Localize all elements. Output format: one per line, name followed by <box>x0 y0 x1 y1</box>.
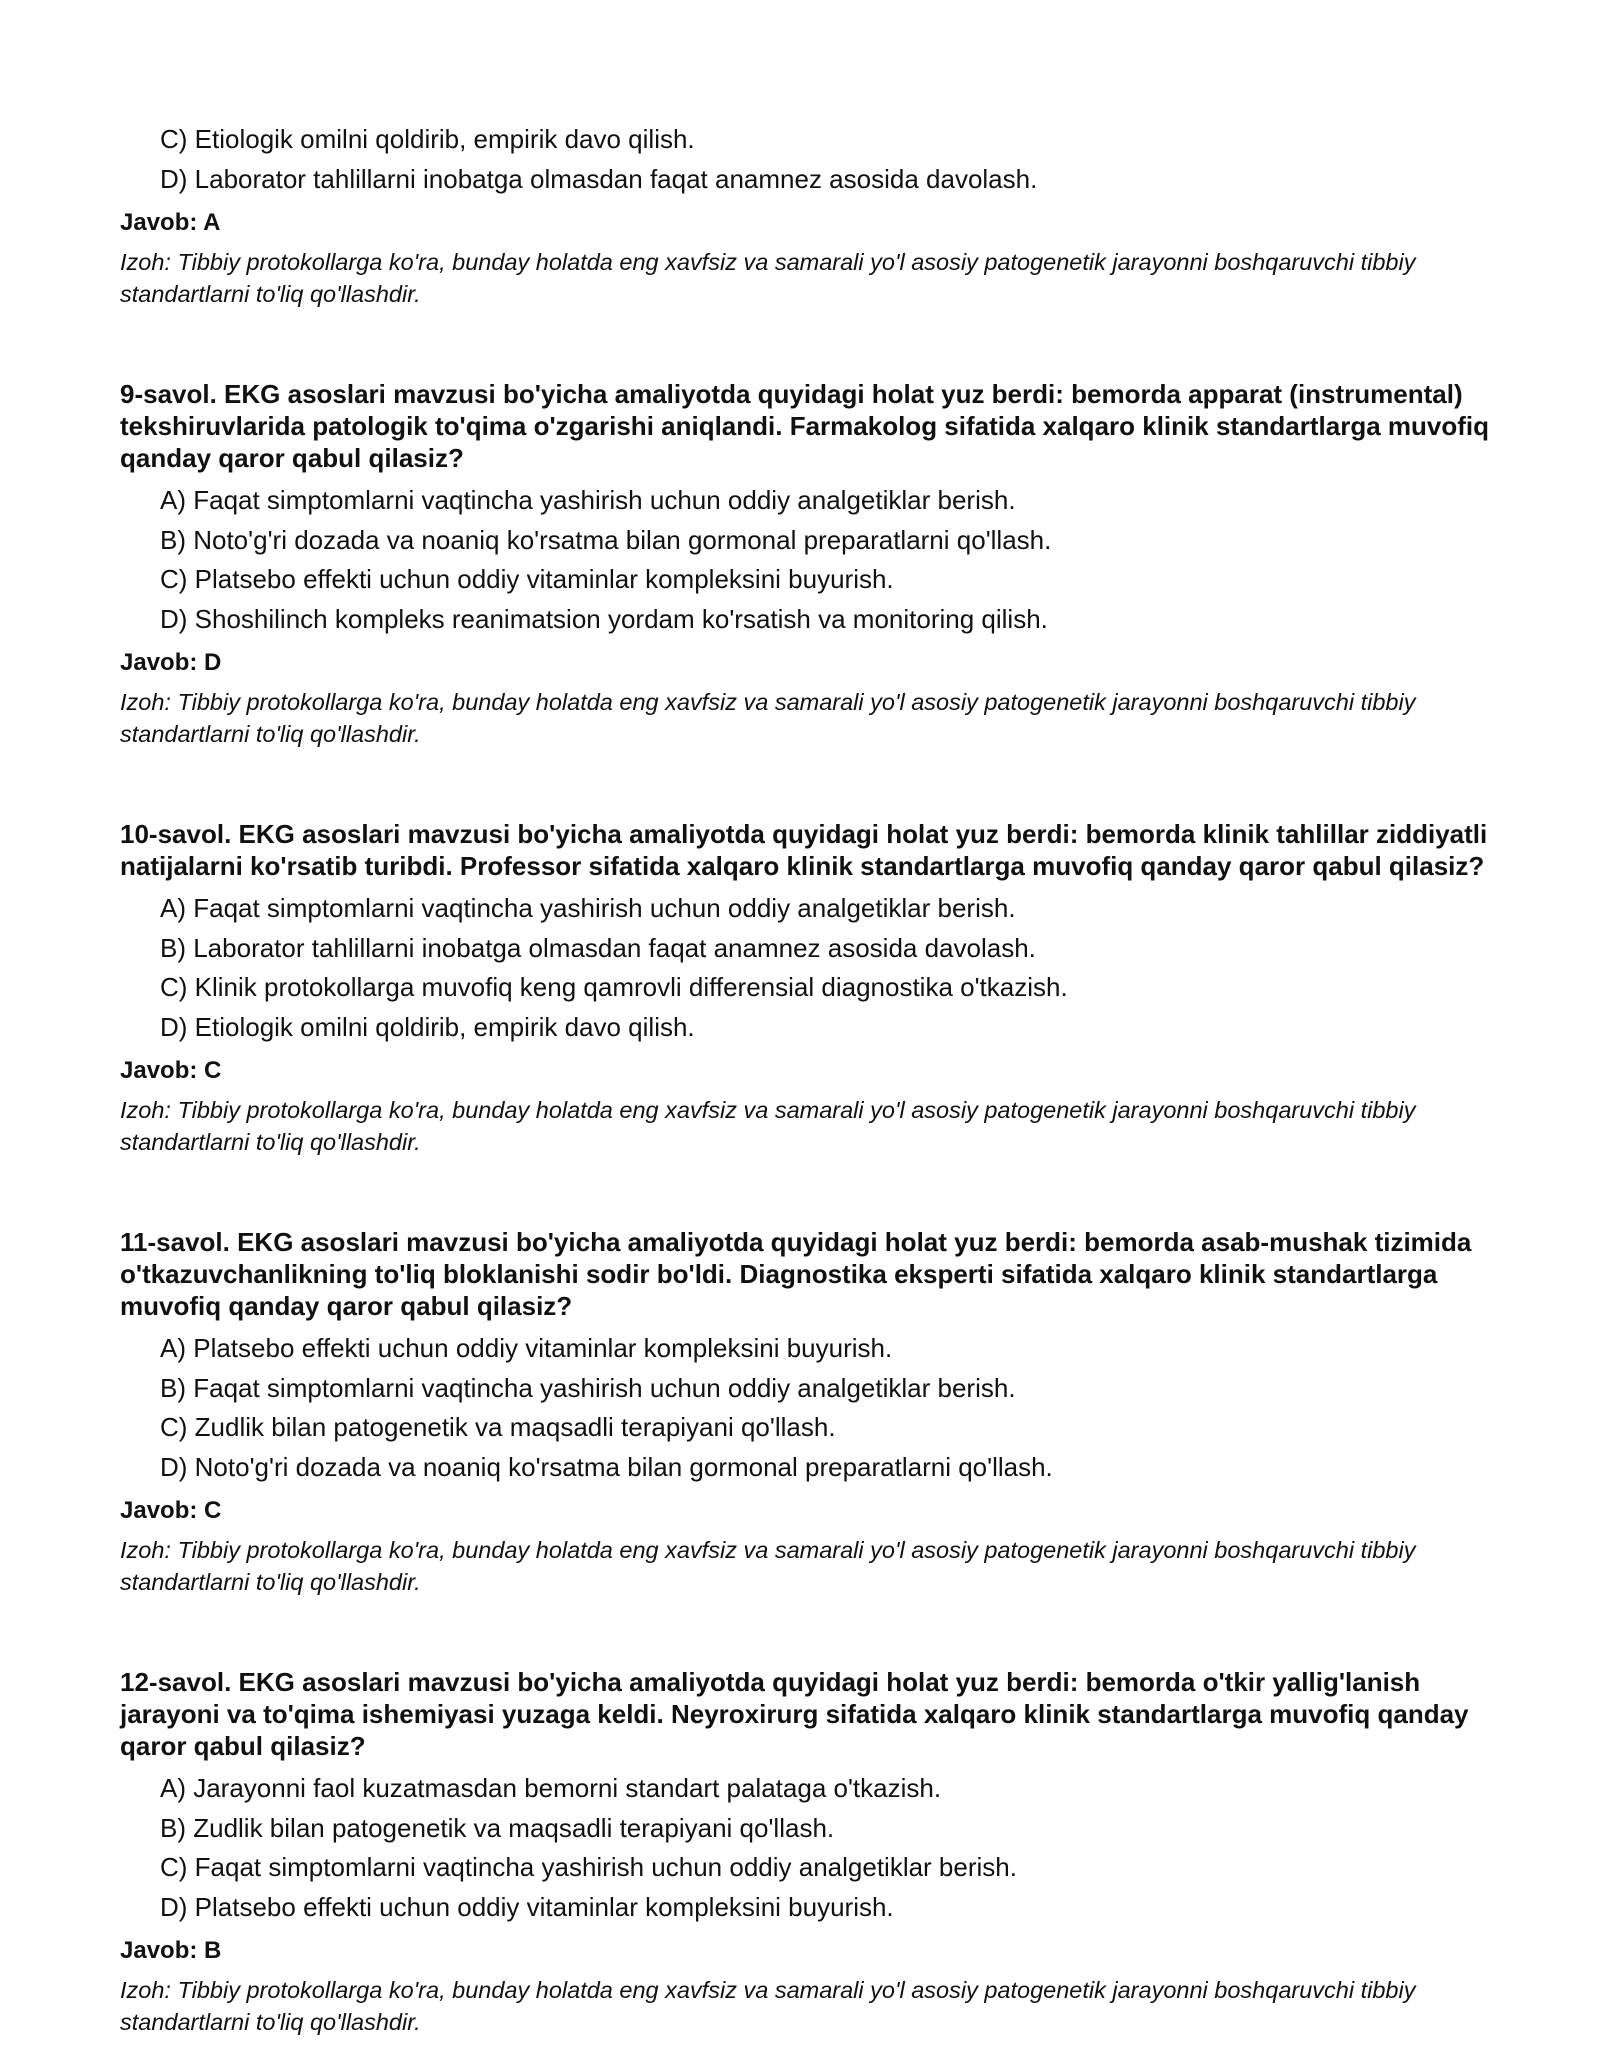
answer-label: Javob: C <box>120 1497 222 1524</box>
option-d: D) Etiologik omilni qoldirib, empirik davo qilish. <box>160 1011 695 1042</box>
option-d: D) Laborator tahlillarni inobatga olmasdan faqat anamnez asosida davolash. <box>160 163 1038 194</box>
explanation-note: Izoh: Tibbiy protokollarga ko'ra, bunday holatda eng xavfsiz va samarali yo'l asosiy patogenetik jarayonni boshqaruvchi tibbiy standartlarni to'liq qo'llashdir. <box>120 1097 1416 1155</box>
option-a: A) Faqat simptomlarni vaqtincha yashirish uchun oddiy analgetiklar berish. <box>160 485 1016 515</box>
option-a: A) Platsebo effekti uchun oddiy vitaminlar kompleksini buyurish. <box>160 1333 893 1363</box>
question-block-11 <box>120 1226 1500 1598</box>
option-b: B) Faqat simptomlarni vaqtincha yashirish uchun oddiy analgetiklar berish. <box>160 1372 1016 1403</box>
document-page <box>120 120 1500 2038</box>
option-c: C) Platsebo effekti uchun oddiy vitaminlar kompleksini buyurish. <box>160 564 894 594</box>
question-block-8-tail <box>120 120 1500 310</box>
option-b: B) Laborator tahlillarni inobatga olmasdan faqat anamnez asosida davolash. <box>160 932 1036 963</box>
option-d: D) Shoshilinch kompleks reanimatsion yordam ko'rsatish va monitoring qilish. <box>160 603 1048 634</box>
question-block-10 <box>120 818 1500 1158</box>
option-c: C) Etiologik omilni qoldirib, empirik davo qilish. <box>160 124 695 154</box>
explanation-note: Izoh: Tibbiy protokollarga ko'ra, bunday holatda eng xavfsiz va samarali yo'l asosiy patogenetik jarayonni boshqaruvchi tibbiy standartlarni to'liq qo'llashdir. <box>120 249 1416 307</box>
option-a: A) Faqat simptomlarni vaqtincha yashirish uchun oddiy analgetiklar berish. <box>160 893 1016 923</box>
option-list <box>120 120 1500 199</box>
explanation-note: Izoh: Tibbiy protokollarga ko'ra, bunday holatda eng xavfsiz va samarali yo'l asosiy patogenetik jarayonni boshqaruvchi tibbiy standartlarni to'liq qo'llashdir. <box>120 1977 1416 2035</box>
explanation-note: Izoh: Tibbiy protokollarga ko'ra, bunday holatda eng xavfsiz va samarali yo'l asosiy patogenetik jarayonni boshqaruvchi tibbiy standartlarni to'liq qo'llashdir. <box>120 689 1416 747</box>
option-d: D) Platsebo effekti uchun oddiy vitaminlar kompleksini buyurish. <box>160 1891 894 1922</box>
question-title: 11-savol. EKG asoslari mavzusi bo'yicha amaliyotda quyidagi holat yuz berdi: bemorda asab-mushak tizimida o'tkazuvchanlikning to'liq bloklanishi sodir bo'ldi. Diagnostika eksperti sifatida xalqaro klinik standartlarga muvofiq qanday qaror qabul qilasiz? <box>120 1227 1472 1321</box>
option-list <box>120 1769 1500 1927</box>
question-block-12 <box>120 1666 1500 2038</box>
explanation-note: Izoh: Tibbiy protokollarga ko'ra, bunday holatda eng xavfsiz va samarali yo'l asosiy patogenetik jarayonni boshqaruvchi tibbiy standartlarni to'liq qo'llashdir. <box>120 1537 1416 1595</box>
answer-label: Javob: B <box>120 1937 222 1964</box>
option-a: A) Jarayonni faol kuzatmasdan bemorni standart palataga o'tkazish. <box>160 1773 942 1803</box>
option-c: C) Klinik protokollarga muvofiq keng qamrovli differensial diagnostika o'tkazish. <box>160 972 1068 1002</box>
question-block-9 <box>120 378 1500 750</box>
question-title: 10-savol. EKG asoslari mavzusi bo'yicha amaliyotda quyidagi holat yuz berdi: bemorda klinik tahlillar ziddiyatli natijalarni ko'rsatib turibdi. Professor sifatida xalqaro klinik standartlarga muvofiq qanday qaror qabul qilasiz? <box>120 819 1488 881</box>
option-list <box>120 889 1500 1047</box>
option-b: B) Noto'g'ri dozada va noaniq ko'rsatma bilan gormonal preparatlarni qo'llash. <box>160 524 1052 555</box>
option-c: C) Zudlik bilan patogenetik va maqsadli terapiyani qo'llash. <box>160 1412 836 1442</box>
option-d: D) Noto'g'ri dozada va noaniq ko'rsatma bilan gormonal preparatlarni qo'llash. <box>160 1451 1053 1482</box>
option-list <box>120 1329 1500 1487</box>
answer-label: Javob: C <box>120 1057 222 1084</box>
option-b: B) Zudlik bilan patogenetik va maqsadli terapiyani qo'llash. <box>160 1812 835 1843</box>
answer-label: Javob: A <box>120 209 221 236</box>
option-c: C) Faqat simptomlarni vaqtincha yashirish uchun oddiy analgetiklar berish. <box>160 1852 1017 1882</box>
question-title: 12-savol. EKG asoslari mavzusi bo'yicha amaliyotda quyidagi holat yuz berdi: bemorda o'tkir yallig'lanish jarayoni va to'qima ishemiyasi yuzaga keldi. Neyroxirurg sifatida xalqaro klinik standartlarga muvofiq qanday qaror qabul qilasiz? <box>120 1667 1469 1761</box>
option-list <box>120 481 1500 639</box>
answer-label: Javob: D <box>120 649 222 676</box>
question-title: 9-savol. EKG asoslari mavzusi bo'yicha amaliyotda quyidagi holat yuz berdi: bemorda apparat (instrumental) tekshiruvlarida patologik to'qima o'zgarishi aniqlandi. Farmakolog sifatida xalqaro klinik standartlarga muvofiq qanday qaror qabul qilasiz? <box>120 379 1489 473</box>
